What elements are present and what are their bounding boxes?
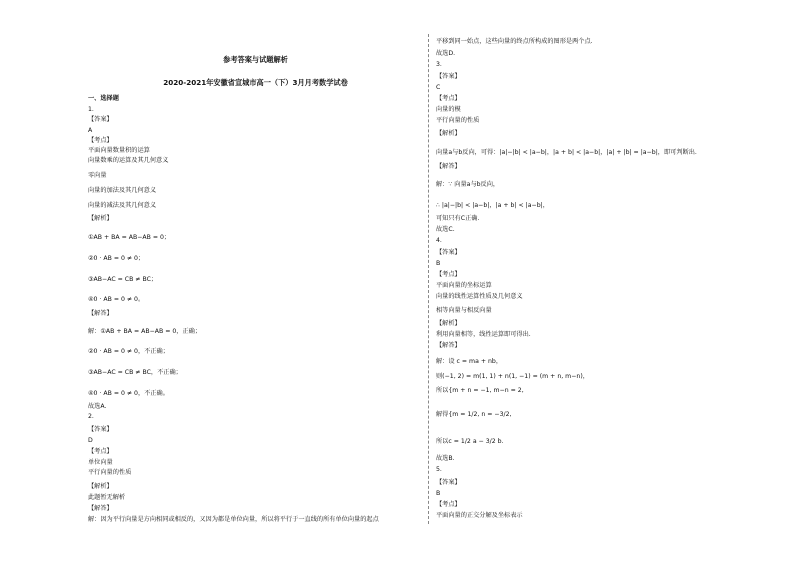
text-line: 【解析】	[88, 483, 113, 490]
text-line: 平面向量的坐标运算	[436, 282, 492, 289]
text-line: 向量的减法及其几何意义	[88, 202, 157, 209]
math-line: ③AB−AC = CB ≠ BC；	[88, 276, 158, 283]
text-line: 故选C.	[436, 226, 455, 233]
math-line: ∴ |a|−|b| < |a−b|，|a + b| < |a−b|，	[436, 202, 549, 209]
text-line: 【考点】	[436, 501, 461, 508]
text-line: 【解答】	[88, 505, 113, 512]
text-line: 2.	[88, 413, 94, 420]
math-line: 则(−1, 2) = m(1, 1) + n(1, −1) = (m + n, m−n)，	[436, 373, 589, 380]
math-line: 向量a与b反向，可得：|a|−|b| < |a−b|，|a + b| < |a−b|，|a| + |b| = |a−b|，即可判断出.	[436, 149, 697, 156]
text-line: 向量数乘的运算及其几何意义	[88, 157, 169, 164]
text-line: 平行向量的性质	[88, 469, 132, 476]
text-line: 【解析】	[88, 215, 113, 222]
text-line: 平移到同一始点，这些向量的终点所构成的图形是两个点.	[436, 38, 593, 45]
text-line: 【考点】	[436, 95, 461, 102]
math-line: ①AB + BA = AB−AB = 0；	[88, 234, 171, 241]
text-line: C	[436, 84, 441, 91]
text-line: 【考点】	[436, 271, 461, 278]
text-line: 【考点】	[88, 137, 113, 144]
text-line: 平面向量数量积的运算	[88, 147, 150, 154]
math-line: ②0 · AB = 0 ≠ 0；	[88, 255, 145, 262]
text-line: 此题暂无解析	[88, 494, 126, 501]
text-line: 向量的线性运算性质及几何意义	[436, 293, 523, 300]
text-line: 向量的模	[436, 106, 461, 113]
text-line: 单位向量	[88, 459, 113, 466]
text-line: 【解析】	[436, 320, 461, 327]
text-line: 5.	[436, 466, 442, 473]
text-line: 1.	[88, 106, 94, 113]
math-line: 解得{m = 1/2, n = −3/2,	[436, 411, 512, 418]
text-line: 【答案】	[88, 116, 113, 123]
doc-title: 参考答案与试题解析	[223, 55, 288, 64]
math-line: 所以c = 1/2 a − 3/2 b.	[436, 438, 504, 445]
text-line: 【答案】	[436, 479, 461, 486]
math-line: ④0 · AB = 0 ≠ 0，不正确。	[88, 390, 169, 397]
text-line: 【答案】	[436, 249, 461, 256]
math-line: ②0 · AB = 0 ≠ 0，不正确；	[88, 348, 169, 355]
section-heading: 一、选择题	[88, 95, 119, 102]
text-line: 向量的加法及其几何意义	[88, 187, 157, 194]
math-line: 解：设 c = ma + nb，	[436, 358, 503, 365]
text-line: 【解答】	[88, 310, 113, 317]
text-line: 故选A.	[88, 403, 107, 410]
text-line: A	[88, 127, 93, 134]
text-line: 【解答】	[436, 342, 461, 349]
text-line: 解：因为平行向量是方向相同或相反的，又因为都是单位向量，所以将平行于一直线的所有单位向量的起点	[88, 516, 379, 523]
math-line: 解：①AB + BA = AB−AB = 0，正确；	[88, 328, 202, 335]
text-line: B	[436, 490, 441, 497]
text-line: 【答案】	[436, 73, 461, 80]
doc-subtitle: 2020-2021年安徽省宣城市高一（下）3月月考数学试卷	[163, 78, 348, 87]
text-line: 3.	[436, 61, 442, 68]
text-line: 利用向量相等，线性运算即可得出.	[436, 331, 531, 338]
math-line: ③AB−AC = CB ≠ BC，不正确；	[88, 369, 182, 376]
math-line: ④0 · AB = 0 ≠ 0。	[88, 296, 145, 303]
math-line: 解：∵ 向量a与b反向，	[436, 181, 500, 188]
text-line: 【考点】	[88, 448, 113, 455]
text-line: 【解析】	[436, 130, 461, 137]
math-line: 所以{m + n = −1, m−n = 2,	[436, 387, 524, 394]
text-line: 零向量	[88, 172, 107, 179]
text-line: 可知只有C正确.	[436, 215, 480, 222]
text-line: 4.	[436, 237, 442, 244]
text-line: 故选B.	[436, 455, 455, 462]
text-line: 故选D.	[436, 50, 456, 57]
text-line: 平面向量的正交分解及坐标表示	[436, 512, 523, 519]
column-divider	[428, 34, 429, 524]
text-line: B	[436, 260, 441, 267]
text-line: 【解答】	[436, 163, 461, 170]
text-line: 相等向量与相反向量	[436, 307, 492, 314]
text-line: D	[88, 437, 93, 444]
text-line: 【答案】	[88, 426, 113, 433]
text-line: 平行向量的性质	[436, 117, 480, 124]
